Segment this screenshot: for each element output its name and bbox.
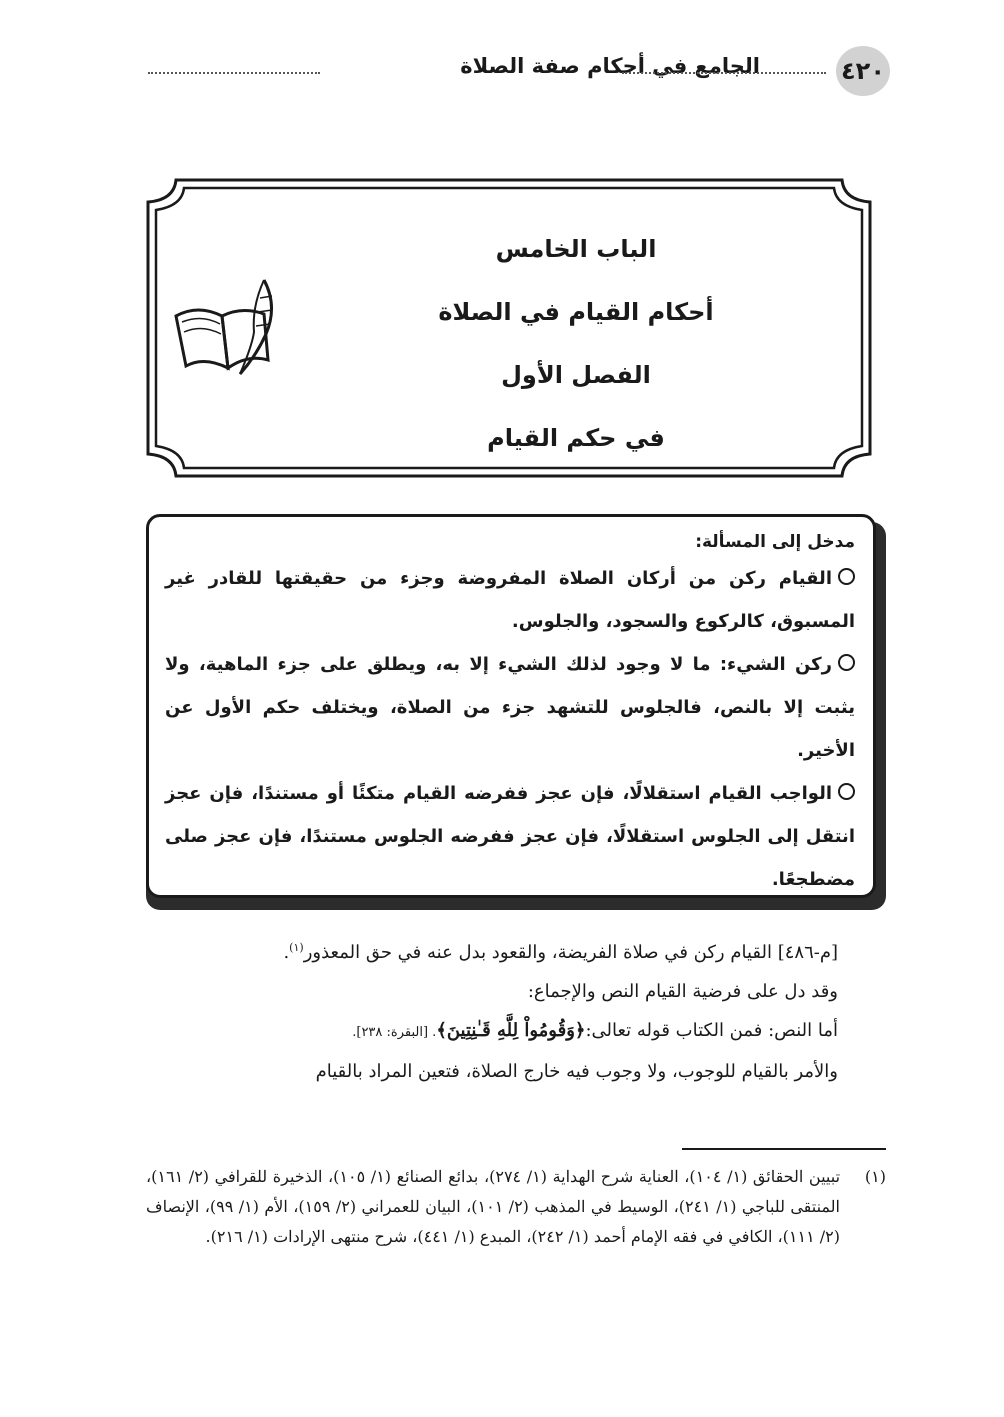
header-dots-left bbox=[148, 72, 320, 74]
footnote-ref[interactable]: (١) bbox=[289, 941, 304, 954]
running-header bbox=[0, 46, 1004, 96]
chapter-title-frame bbox=[146, 178, 872, 478]
summary-box bbox=[146, 514, 876, 898]
part-title: أحكام القيام في الصلاة bbox=[438, 298, 714, 326]
summary-item: ركن الشيء: ما لا وجود لذلك الشيء إلا به، ويطلق على جزء الماهية، ولا يثبت إلا بالنص، فالجلوس للتشهد جزء من الصلاة، ويختلف حكم الأول عن الأخير. bbox=[165, 654, 855, 761]
body-paragraph: والأمر بالقيام للوجوب، ولا وجوب فيه خارج الصلاة، فتعين المراد بالقيام bbox=[315, 1061, 838, 1082]
body-paragraph: وقد دل على فرضية القيام النص والإجماع: bbox=[527, 981, 838, 1002]
body-text bbox=[146, 928, 838, 1091]
chapter-headings bbox=[346, 218, 806, 470]
body-paragraph: [م-٤٨٦] القيام ركن في صلاة الفريضة، والقعود بدل عنه في حق المعذور$^{(١)}$. bbox=[283, 941, 838, 963]
page-number: ٤٢٠ bbox=[836, 46, 890, 96]
chapter-heading: الفصل الأول bbox=[501, 361, 651, 389]
footnote-number: (١) bbox=[864, 1167, 886, 1186]
summary-item: الواجب القيام استقلالًا، فإن عجز ففرضه القيام متكئًا أو مستندًا، فإن عجز انتقل إلى الجلوس استقلالًا، فإن عجز ففرضه الجلوس مستندًا، فإن عجز صلى مضطجعًا. bbox=[165, 783, 855, 890]
footnote-separator bbox=[682, 1148, 886, 1150]
summary-item: القيام ركن من أركان الصلاة المفروضة وجزء من حقيقتها للقادر غير المسبوق، كالركوع والسجود، والجلوس. bbox=[165, 568, 855, 632]
part-heading: الباب الخامس bbox=[495, 235, 657, 263]
footnote bbox=[146, 1162, 886, 1252]
summary-heading: مدخل إلى المسألة: bbox=[695, 532, 855, 552]
body-paragraph: أما النص: فمن الكتاب قوله تعالى:﴿وَقُومُواْ لِلَّهِ قَـٰنِتِينَ﴾. [البقرة: ٢٣٨]. bbox=[352, 1020, 838, 1041]
bullet-circle-icon bbox=[838, 783, 855, 800]
chapter-title: في حكم القيام bbox=[487, 424, 665, 452]
bullet-circle-icon bbox=[838, 654, 855, 671]
bullet-circle-icon bbox=[838, 568, 855, 585]
verse-reference: . [البقرة: ٢٣٨]. bbox=[352, 1025, 437, 1040]
quran-verse: ﴿وَقُومُواْ لِلَّهِ قَـٰنِتِينَ﴾ bbox=[436, 1020, 586, 1041]
book-title: الجامع في أحكام صفة الصلاة bbox=[460, 54, 760, 78]
footnote-text: تبيين الحقائق (١/ ١٠٤)، العناية شرح الهداية (١/ ٢٧٤)، بدائع الصنائع (١/ ١٠٥)، الذخيرة للقرافي (٢/ ١٦١)، المنتقى للباجي (١/ ٢٤١)، الوسيط في المذهب (٢/ ١٠١)، البيان للعمراني (٢/ ١٥٩)، الأم (١/ ٩٩)، الإنصاف (٢/ ١١١)، الكافي في فقه الإمام أحمد (١/ ٢٤٢)، المبدع (١/ ٤٤١)، شرح منتهى الإرادات (١/ ٢١٦). bbox=[146, 1167, 841, 1246]
header-dots-right bbox=[622, 72, 826, 74]
